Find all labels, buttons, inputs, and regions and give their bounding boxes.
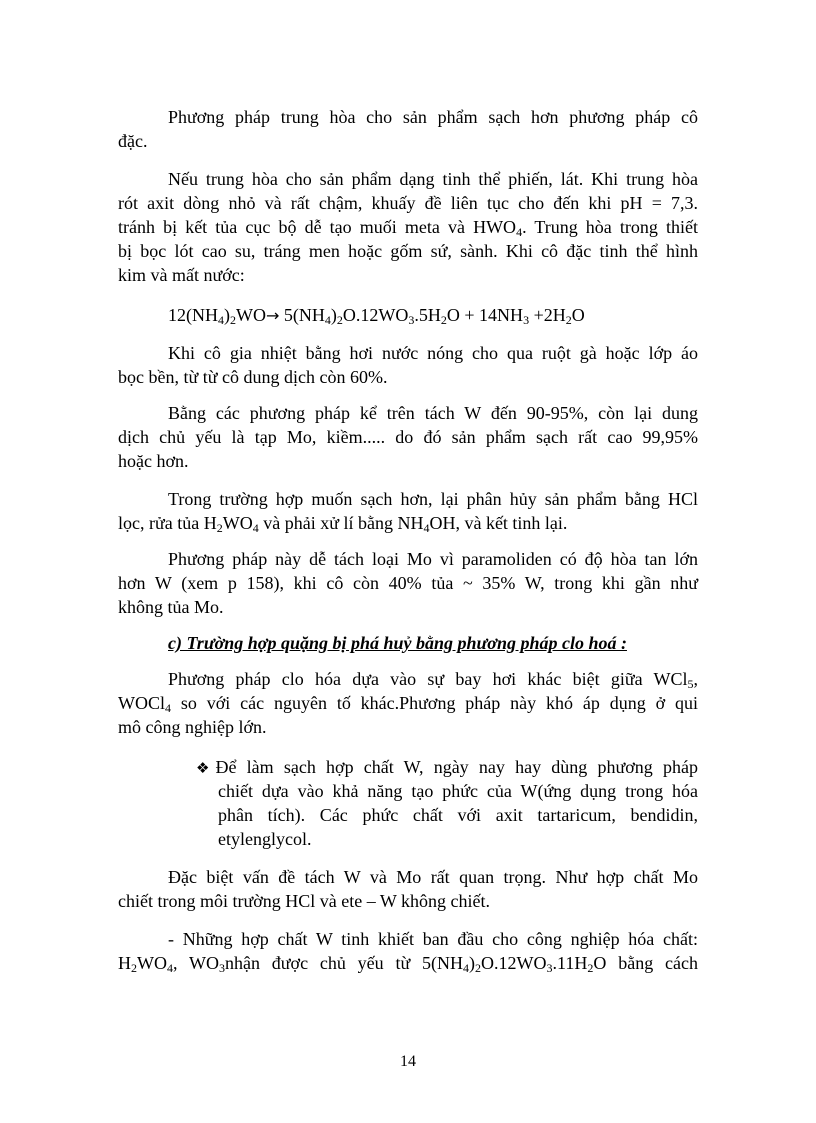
chemical-equation: $12(NH_4)_2WO\to 5(NH_4)_2O.12WO_3.5H_2O + 14NH_3 +2H_2O$ bbox=[168, 305, 585, 327]
paragraph-9-line-1: - Những hợp chất W tinh khiết ban đầu cho công nghiệp hóa chất: bbox=[168, 929, 698, 949]
paragraph-4-line-2: dịch chủ yếu là tạp Mo, kiềm..... do đó sản phẩm sạch rất cao 99,95% bbox=[118, 427, 698, 447]
paragraph-7-line-1: Phương pháp clo hóa dựa vào sự bay hơi khác biệt giữa WCl$_5$, bbox=[168, 669, 698, 691]
paragraph-2-line-5: kim và mất nước: bbox=[118, 265, 245, 285]
paragraph-9-line-2: $H_2WO_4$, $WO_3nhận$ được chủ yếu từ $5(NH_4)_2O.12WO_3.11H_2O$ bằng cách bbox=[118, 953, 698, 975]
paragraph-5-line-2: lọc, rửa tủa $H_2WO_4$ và phải xử lí bằng $NH_4OH$, và kết tinh lại. bbox=[118, 513, 568, 535]
paragraph-6-line-2: hơn W (xem p 158), khi cô còn 40% tủa ~ 35% W, trong khi gần như bbox=[118, 573, 698, 593]
paragraph-2-line-4: bị bọc lót cao su, tráng men hoặc gốm sứ, sành. Khi cô đặc tinh thể hình bbox=[118, 241, 698, 261]
paragraph-1-line-1: Phương pháp trung hòa cho sản phẩm sạch hơn phương pháp cô bbox=[168, 107, 698, 127]
bullet-line-2: chiết dựa vào khả năng tạo phức của W(ứng dụng trong hóa bbox=[218, 781, 698, 801]
paragraph-1-line-2: đặc. bbox=[118, 131, 148, 151]
paragraph-3-line-2: bọc bền, từ từ cô dung dịch còn 60%. bbox=[118, 367, 388, 387]
bullet-line-3: phân tích). Các phức chất với axit tartaricum, bendidin, bbox=[218, 805, 698, 825]
diamond-bullet-icon: ❖ bbox=[196, 759, 210, 777]
paragraph-5-line-1: Trong trường hợp muốn sạch hơn, lại phân hủy sản phẩm bằng HCl bbox=[168, 489, 698, 509]
bullet-line-4: etylenglycol. bbox=[218, 829, 312, 849]
paragraph-6-line-1: Phương pháp này dễ tách loại Mo vì paramoliden có độ hòa tan lớn bbox=[168, 549, 698, 569]
paragraph-3-line-1: Khi cô gia nhiệt bằng hơi nước nóng cho qua ruột gà hoặc lớp áo bbox=[168, 343, 698, 363]
paragraph-8-line-2: chiết trong môi trường HCl và ete – W không chiết. bbox=[118, 891, 491, 911]
section-heading-c: c) Trường hợp quặng bị phá huỷ bằng phương pháp clo hoá : bbox=[168, 633, 627, 653]
reaction-arrow-icon: → bbox=[266, 306, 280, 325]
paragraph-2-line-2: rót axit dòng nhỏ và rất chậm, khuấy đề liên tục cho đến khi pH = 7,3. bbox=[118, 193, 698, 213]
paragraph-2-line-1: Nếu trung hòa cho sản phẩm dạng tinh thể phiến, lát. Khi trung hòa bbox=[168, 169, 698, 189]
bullet-line-1: ❖ Để làm sạch hợp chất W, ngày nay hay dùng phương pháp bbox=[196, 757, 698, 777]
paragraph-2-line-3: tránh bị kết tủa cục bộ dễ tạo muối meta và $HWO_4$. Trung hòa trong thiết bbox=[118, 217, 698, 239]
paragraph-7-line-2: WOCl$_4$ so với các nguyên tố khác.Phương pháp này khó áp dụng ở qui bbox=[118, 693, 698, 715]
page-number: 14 bbox=[400, 1053, 416, 1070]
paragraph-6-line-3: không tủa Mo. bbox=[118, 597, 224, 617]
paragraph-4-line-3: hoặc hơn. bbox=[118, 451, 189, 471]
paragraph-7-line-3: mô công nghiệp lớn. bbox=[118, 717, 267, 737]
paragraph-4-line-1: Bằng các phương pháp kể trên tách W đến 90-95%, còn lại dung bbox=[168, 403, 698, 423]
paragraph-8-line-1: Đặc biệt vấn đề tách W và Mo rất quan trọng. Như hợp chất Mo bbox=[168, 867, 698, 887]
